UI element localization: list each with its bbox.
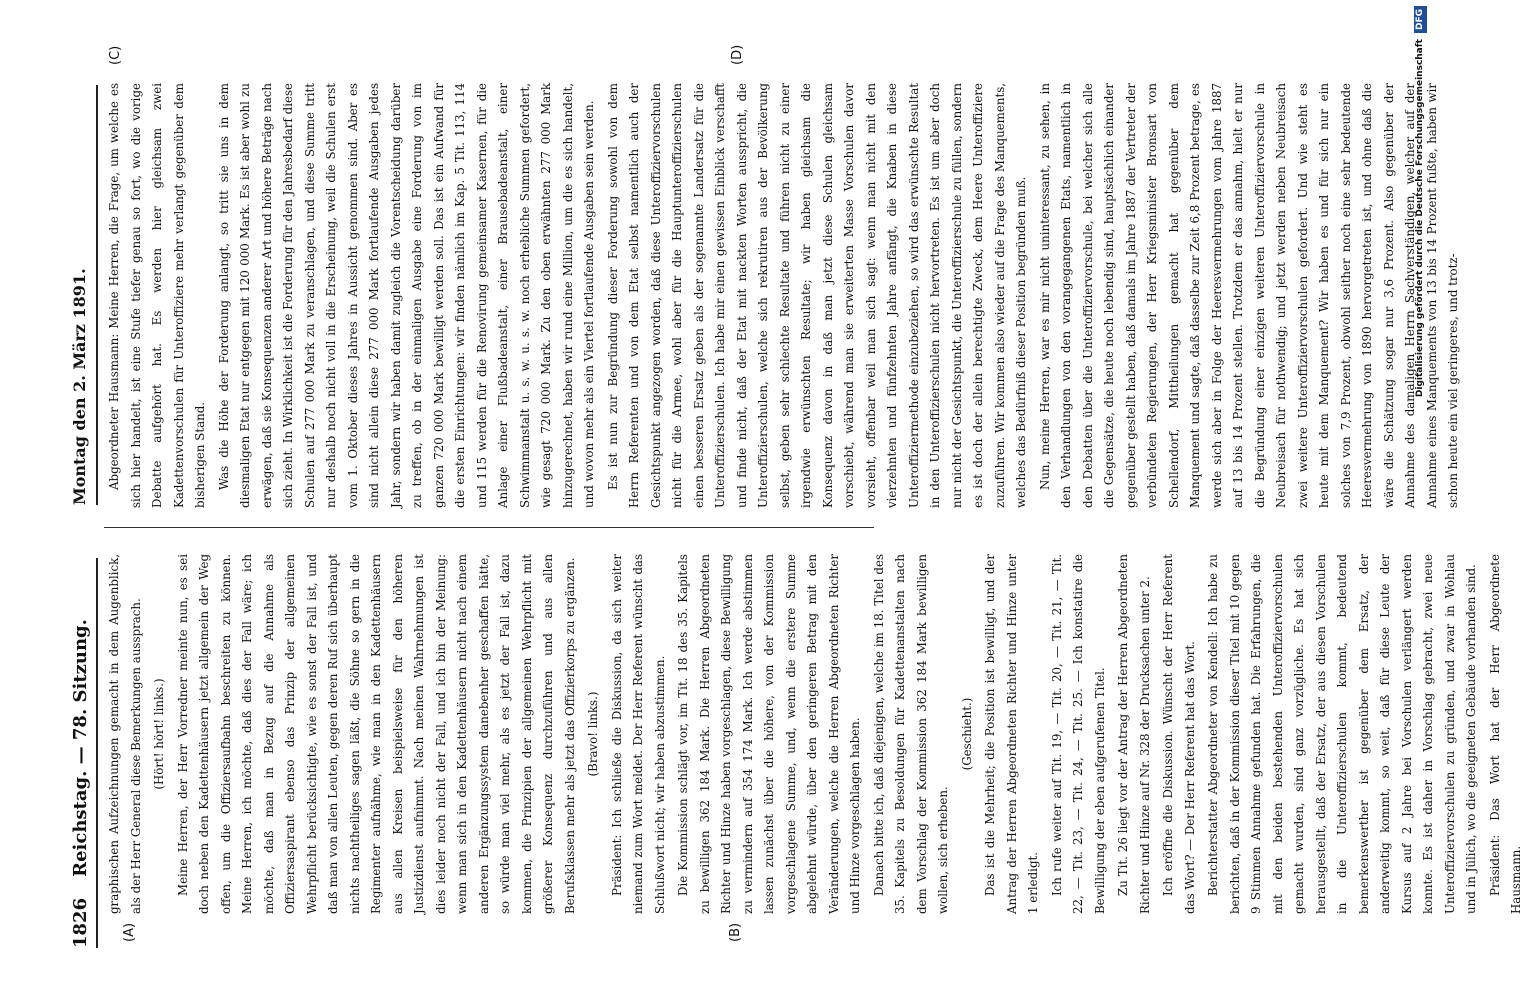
page-date: Montag den 2. März 1891.	[70, 268, 89, 505]
paragraph: Berichterstatter Abgeordneter von Kendell: Ich habe zu berichten, daß in der Kommission dieser Titel mit 10 gegen 9 Stimmen Annahme gefunden hat. Die Erfahrungen, die mit den beiden bestehenden Unteroffiziervorschulen gemacht wurden, sind ganz vorzügliche. Es hat sich herausgestellt, daß der Ersatz, der aus diesen Vorschulen in die Unteroffizierschulen kommt, bedeutend bemerkenswerther ist gegenüber dem Ersatz, der anderweitig kommt, so weit, daß für diese Leute der Kursus auf 2 Jahre bei Vorschulen verlängert werden konnte. Es ist daher in Vorschlag gebracht, zwei neue Unteroffiziervorschulen zu gründen, und zwar in Wohlau und in Jülich, wo die geeigneten Gebäude vorhanden sind.	[1206, 554, 1478, 914]
paragraph: (Bravo! links.)	[586, 691, 600, 777]
paragraph: (Hört! hört! links.)	[152, 678, 166, 790]
paragraph: Nun, meine Herren, war es mir nicht uninteressant, zu sehen, in den Verhandlungen von den vorangegangenen Etats, namentlich in den Debatten über die Unteroffiziervorschule, bei welcher sich alle die Gegensätze, die heute noch lebendig sind, hauptsächlich einander gegenüber gestellt haben, daß damals im Jahre 1887 der Vertreter der verbündeten Regierungen, der Herr Kriegsminister Bronsart von Schellendorf, Mittheilungen gemacht hat gegenüber dem Manquement und sagte, daß dasselbe zur Zeit 6,8 Prozent betrage, es werde sich aber in Folge der Heeresvermehrungen vom Jahre 1887 auf 13 bis 14 Prozent stellen. Trotzdem er das annahm, hielt er nur die Begründung einer einzigen weiteren Unteroffiziervorschule in Neubreisach für nothwendig; und jetzt werden neben Neubreisach zwei weitere Unteroffiziervorschulen gefordert. Und wie steht es heute mit dem Manquement? Wir haben es und für sich nur ein solches von 7,9 Prozent, obwohl seither noch eine sehr bedeutende Heeresvermehrung von 1890 hervorgetreten ist, und ohne daß die wäre die Schätzung sogar nur 3,6 Prozent. Also gegenüber der Annahme des damaligen Herrn Sachverständigen, welcher auf der Annahme eines Manquements von 13 bis 14 Prozent fußte, haben wir schon heute ein viel geringeres, und trotz-	[1037, 83, 1460, 508]
paragraph: Meine Herren, der Herr Vorredner meinte nun, es sei doch neben den Kadettenhäusern jetzt allgemein der Weg offen, um die Offiziersaufbahn beschreiten zu können. Meine Herren, ich möchte, daß dies der Fall wäre; ich möchte, daß man in Bezug auf die Annahme als Offiziersaspirant ebenso das Prinzip der allgemeinen Wehrpflicht berücksichtigte, wie es sonst der Fall ist, und daß man von allen Leuten, gegen deren Ruf sich überhaupt nichts nachtheiliges sagen läßt, die Söhne so gern in die Regimenter aufnähme, wie man in den Kadettenhäusern aus allen Kreisen beispielsweise für den höheren Justizdienst aufnimmt. Nach meinen Wahrnehmungen ist dies leider noch nicht der Fall, und ich bin der Meinung: wenn man sich in den Kadettenhäusern nicht nach einem anderen Ergänzungssystem danebenher geschaffen hätte, so würde man viel mehr, als es jetzt der Fall ist, dazu kommen, die Prinzipien der allgemeinen Wehrpflicht mit größerer Konsequenz durchzuführen und aus allen Berufsklassen mehr als jetzt das Offizierkorps zu ergänzen.	[175, 554, 577, 914]
paragraph: Es ist nun zur Begründung dieser Forderung sowohl von dem Herrn Referenten und von dem Etat selbst namentlich auch der Gesichtspunkt angezogen worden, daß diese Unteroffiziervorschulen nicht für die Armee, wohl aber für die Hauptunteroffizierschulen einen besseren Ersatz geben als der sogenannte Landersatz für die Unteroffizierschulen. Ich habe mir einen gewissen Einblick verschafft und finde nicht, daß der Etat mit nackten Worten ausspricht, die Unteroffizierschulen, welche sich rekrutiren aus der Bevölkerung selbst, geben sehr schlechte Resultate und führen nicht zu einer irgendwie erwünschten Resultate; wir haben gleichsam die Konsequenz davon in daß man jetzt diese Schulen gleichsam vorschiebt, während man sie erweiterten Masse Vorschulen davor vorsieht, offenbar weil man sich sagt: wenn man nicht mit den vierzehnten und fünfzehnten Jahre anfängt, die Knaben in diese Unteroffiziermethode einzubeziehen, so wird das erwünschte Resultat in den Unteroffizierschulen nicht hervortreten. Es ist um aber doch nur nicht der Gesichtspunkt, die Unteroffizierschule zu füllen, sondern es ist doch der allein berechtigte Zweck, dem Heere Unteroffiziere zuzuführen. Wir kommen also wieder auf die Frage des Manquements, welches das Bedürfniß dieser Position begründen muß.	[605, 83, 1028, 508]
header-rule-right	[96, 85, 98, 505]
paragraph: Präsident: Das Wort hat der Herr Abgeordnete Hausmann.	[1487, 554, 1523, 914]
dfg-credit-text: Digitalisierung gefördert durch die Deutsche Forschungsgemeinschaft	[1415, 39, 1425, 398]
page-header-left	[60, 548, 100, 948]
margin-mark-b: (B)	[728, 922, 743, 942]
margin-mark-a: (A)	[122, 922, 137, 942]
margin-mark-c: (C)	[108, 45, 123, 65]
paragraph: Zu Tit. 26 liegt vor der Antrag der Herren Abgeordneten Richter und Hinze auf Nr. 328 der Drucksachen unter 2.	[1116, 554, 1152, 914]
paragraph: Ich rufe weiter auf Tit. 19, — Tit. 20, — Tit. 21, — Tit. 22, — Tit. 23, — Tit. 24, — Tit. 25. — Ich konstatire die Bewilligung der eben aufgerufenen Titel.	[1049, 554, 1107, 914]
column-rule	[104, 527, 874, 528]
page-number: 1826	[70, 897, 91, 948]
paragraph: Was die Höhe der Forderung anlangt, so tritt sie uns in dem diesmaligen Etat nur entgegen mit 120 000 Mark. Es ist aber wohl zu erwägen, daß sie Konsequenzen anderer Art und höhere Beträge nach sich zieht. In Wirklichkeit ist die Forderung für den Jahresbedarf diese Schulen auf 277 000 Mark zu veranschlagen, und diese Summe tritt nur deshalb noch nicht voll in die Erscheinung, weil die Schulen erst vom 1. Oktober dieses Jahres in Aussicht genommen sind. Aber es sind nicht allein diese 277 000 Mark fortlaufende Ausgaben jedes Jahr, sondern wir haben damit zugleich die Vorentscheidung darüber zu treffen, ob in der einmaligen Ausgabe eine Forderung von im ganzen 720 000 Mark bewilligt werden soll. Das ist ein Aufwand für die ersten Einrichtungen: wir finden nämlich im Kap. 5 Tit. 113, 114 und 115 werden für die Renovirung gemeinsamer Kasernen, für die Anlage einer Flußbadeanstalt, einer Brausebadeanstalt, einer Schwimmanstalt u. s. w. u. s. w. noch erhebliche Summen gefordert, wie gesagt 720 000 Mark. Zu den oben erwähnten 277 000 Mark hinzugerechnet, haben wir rund eine Million, um die es sich handelt, und wovon mehr als ein Viertel fortlaufende Ausgaben sein werden.	[216, 83, 596, 508]
paragraph: Das ist die Mehrheit; die Position ist bewilligt, und der Antrag der Herren Abgeordneten Richter und Hinze unter 1 erledigt.	[983, 554, 1040, 914]
dfg-credit	[1410, 6, 1430, 996]
dfg-logo: DFG	[1414, 6, 1427, 33]
header-rule-left	[96, 558, 98, 948]
paragraph: Die Kommission schlägt vor, im Tit. 18 des 35. Kapitels zu bewilligen 362 184 Mark. Die Herren Abgeordneten Richter und Hinze haben vorgeschlagen, diese Bewilligung zu vermindern auf 354 174 Mark. Ich werde abstimmen lassen zunächst über die höhere, von der Kommission vorgeschlagene Summe, und, wenn die erstere Summe abgelehnt würde, über den geringeren Betrag mit den Veränderungen, welche die Herren Abgeordneten Richter und Hinze vorgeschlagen haben.	[676, 554, 862, 914]
page-header-right	[60, 75, 100, 505]
paragraph: Präsident: Ich schließe die Diskussion, da sich weiter niemand zum Wort meldet. Der Herr Referent wünscht das Schlußwort nicht; wir haben abzustimmen.	[609, 554, 667, 914]
dfg-sidebar	[1410, 6, 1430, 996]
paragraph: graphischen Aufzeichnungen gemacht in dem Augenblick, als der Herr General diese Bemerkungen aussprach.	[107, 554, 143, 914]
paragraph: Abgeordneter Hausmann: Meine Herren, die Frage, um welche es sich hier handelt, ist eine Stufe tiefer genau so fort, wo die vorige Debatte aufgehört hat. Es werden hier gleichsam zwei Kadettenvorschulen für Unteroffiziere mehr verlangt gegenüber dem bisherigen Stand.	[107, 83, 207, 508]
paragraph: Danach bitte ich, daß diejenigen, welche im 18. Titel des 35. Kapitels zu Besoldungen für Kadettenanstalten nach dem Vorschlag der Kommission 362 184 Mark bewilligen wollen, sich erheben.	[871, 554, 950, 914]
paragraph: Ich eröffne die Diskussion. Wünscht der Herr Referent das Wort? — Der Herr Referent hat das Wort.	[1161, 554, 1197, 914]
paragraph: (Geschieht.)	[959, 697, 974, 771]
running-header: Reichstag. — 78. Sitzung.	[70, 619, 91, 877]
text-column-left	[104, 554, 1523, 914]
margin-mark-d: (D)	[730, 44, 745, 65]
